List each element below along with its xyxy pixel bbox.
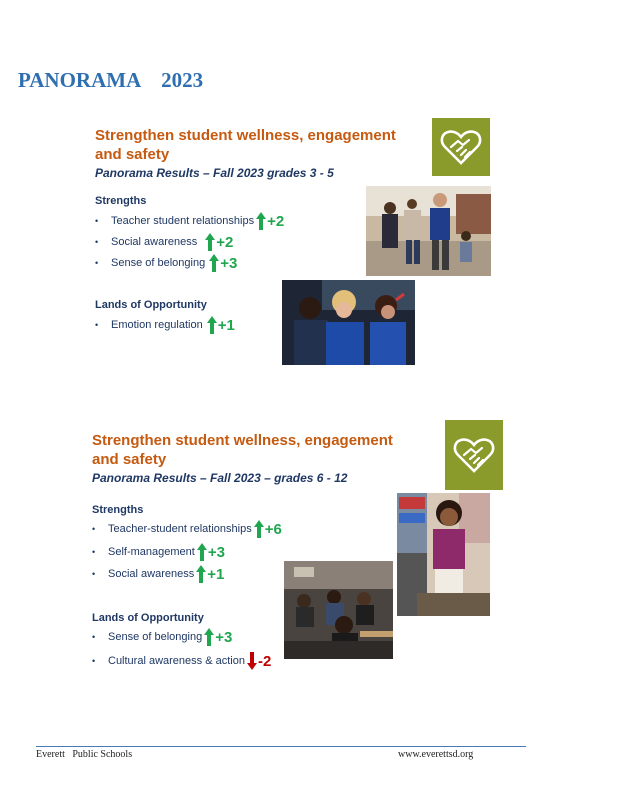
- heart-handshake-icon: [452, 435, 496, 475]
- photo-staff-outdoors: [366, 186, 491, 276]
- bullet-icon: •: [92, 569, 96, 579]
- section-2-strength-item: [92, 565, 224, 583]
- section-1-subtitle: Panorama Results – Fall 2023 grades 3 - 5: [95, 166, 334, 180]
- section-1-opportunity-item: [95, 316, 235, 334]
- footer-website: www.everettsd.org: [398, 749, 474, 760]
- item-delta: +1: [217, 316, 235, 334]
- section-1-strengths-heading: Strengths: [95, 195, 147, 207]
- arrow-up-icon: [254, 520, 264, 538]
- item-label: Emotion regulation: [111, 319, 203, 331]
- photo-students-classroom: [284, 561, 393, 659]
- footer-divider: [36, 746, 526, 747]
- item-label: Sense of belonging: [111, 257, 206, 269]
- section-1-badge: [432, 118, 490, 176]
- section-2-subtitle: Panorama Results – Fall 2023 – grades 6 - 12: [92, 471, 348, 485]
- arrow-down-icon: [247, 652, 257, 670]
- item-label: Social awareness: [111, 236, 198, 248]
- bullet-icon: •: [95, 237, 99, 247]
- bullet-icon: •: [92, 656, 96, 666]
- arrow-up-icon: [197, 543, 207, 561]
- section-2-opportunity-item: [92, 652, 271, 670]
- photo-teacher-classroom: [397, 493, 490, 616]
- section-1-title-line2: and safety: [95, 146, 170, 163]
- bullet-icon: •: [95, 216, 99, 226]
- item-label: Teacher-student relationships: [108, 523, 252, 535]
- item-delta: +2: [267, 212, 285, 230]
- item-label: Cultural awareness & action: [108, 655, 245, 667]
- item-label: Self-management: [108, 546, 195, 558]
- arrow-up-icon: [209, 254, 219, 272]
- bullet-icon: •: [92, 632, 96, 642]
- section-1-title-line1: Strengthen student wellness, engagement: [95, 127, 396, 144]
- section-1-strength-item: [95, 254, 237, 272]
- item-label: Teacher student relationships: [111, 215, 255, 227]
- section-1-opportunity-heading: Lands of Opportunity: [95, 299, 207, 311]
- section-2-opportunity-item: [92, 628, 232, 646]
- section-1-strength-item: [95, 233, 233, 251]
- section-2-title-line2: and safety: [92, 451, 167, 468]
- arrow-up-icon: [207, 316, 217, 334]
- section-2-title-line1: Strengthen student wellness, engagement: [92, 432, 393, 449]
- bullet-icon: •: [95, 258, 99, 268]
- item-delta: +6: [264, 520, 282, 538]
- photo-staff-group: [282, 280, 415, 365]
- item-delta: +2: [216, 233, 234, 251]
- document-title: PANORAMA 2023: [18, 68, 204, 92]
- heart-handshake-icon: [439, 127, 483, 167]
- section-2-strengths-heading: Strengths: [92, 504, 144, 516]
- arrow-up-icon: [205, 233, 215, 251]
- item-delta: +3: [220, 254, 238, 272]
- section-2-strength-item: [92, 543, 225, 561]
- item-delta: +3: [215, 628, 233, 646]
- item-delta: +1: [207, 565, 225, 583]
- item-label: Sense of belonging: [108, 631, 203, 643]
- arrow-up-icon: [204, 628, 214, 646]
- item-label: Social awareness: [108, 568, 195, 580]
- item-delta: -2: [257, 652, 272, 670]
- section-2-strength-item: [92, 520, 282, 538]
- footer-left-text: Everett Public Schools: [36, 749, 133, 760]
- bullet-icon: •: [95, 320, 99, 330]
- arrow-up-icon: [256, 212, 266, 230]
- section-1-strength-item: [95, 212, 284, 230]
- bullet-icon: •: [92, 547, 96, 557]
- bullet-icon: •: [92, 524, 96, 534]
- section-2-badge: [445, 420, 503, 490]
- section-2-opportunity-heading: Lands of Opportunity: [92, 612, 204, 624]
- item-delta: +3: [207, 543, 225, 561]
- arrow-up-icon: [196, 565, 206, 583]
